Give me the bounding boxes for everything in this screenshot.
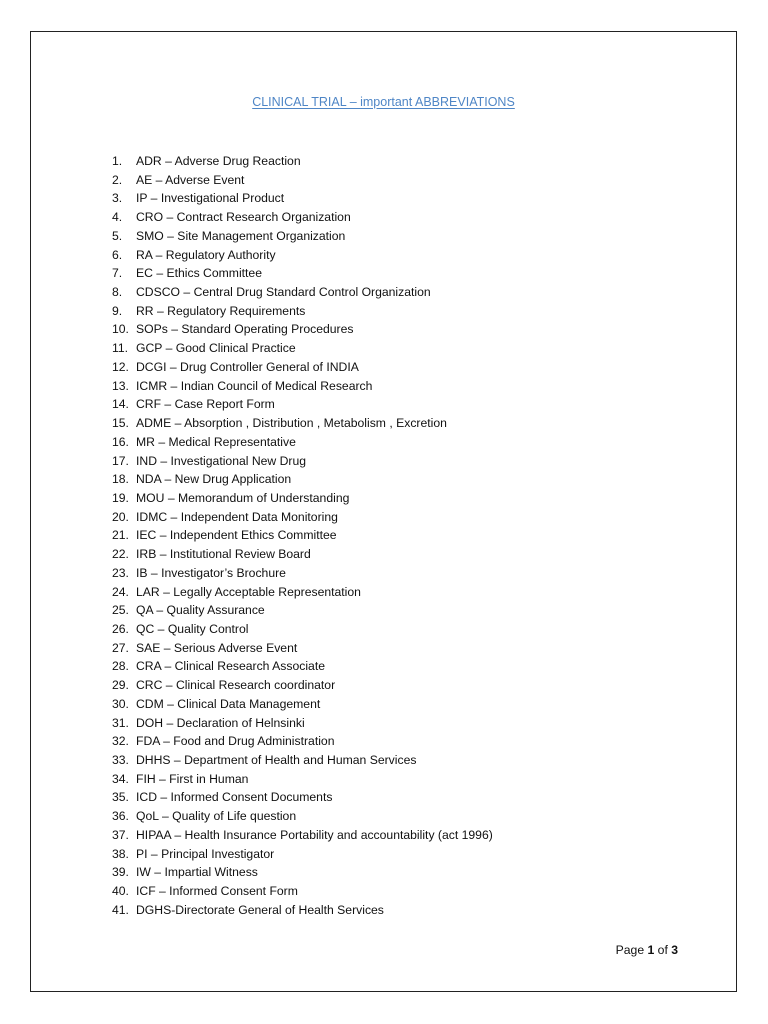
list-item-number: 31.	[112, 715, 129, 730]
list-item-number: 12.	[112, 359, 129, 374]
list-item-text: FIH – First in Human	[136, 771, 249, 786]
list-item-text: CRC – Clinical Research coordinator	[136, 678, 336, 693]
list-item	[112, 732, 493, 751]
list-item-text: SMO – Site Management Organization	[136, 228, 346, 243]
list-item-text: PI – Principal Investigator	[136, 846, 275, 861]
list-item-number: 10.	[112, 322, 129, 337]
list-item	[112, 657, 493, 676]
list-item-number: 16.	[112, 434, 129, 449]
list-item	[112, 339, 493, 358]
list-item	[112, 152, 493, 171]
list-item-number: 39.	[112, 865, 129, 880]
list-item-text: EC – Ethics Committee	[136, 266, 262, 281]
list-item-text: HIPAA – Health Insurance Portability and accountability (act 1996)	[136, 827, 493, 842]
list-item	[112, 246, 493, 265]
list-item	[112, 508, 493, 527]
list-item	[112, 620, 493, 639]
list-item-text: CDM – Clinical Data Management	[136, 696, 321, 711]
list-item	[112, 770, 493, 789]
list-item-number: 3.	[112, 191, 123, 206]
list-item	[112, 208, 493, 227]
list-item-text: ICF – Informed Consent Form	[136, 884, 298, 899]
list-item-number: 1.	[112, 154, 123, 168]
list-item-number: 17.	[112, 453, 129, 468]
list-item-text: IB – Investigator’s Brochure	[136, 565, 286, 580]
list-item-number: 11.	[112, 341, 129, 356]
list-item	[112, 433, 493, 452]
list-item	[112, 171, 493, 190]
list-item	[112, 601, 493, 620]
list-item-number: 5.	[112, 228, 123, 243]
list-item	[112, 395, 493, 414]
list-item-text: DHHS – Department of Health and Human Services	[136, 753, 417, 767]
list-item-text: IEC – Independent Ethics Committee	[136, 528, 337, 543]
list-item-text: DOH – Declaration of Helnsinki	[136, 715, 305, 730]
list-item	[112, 807, 493, 826]
list-item	[112, 358, 493, 377]
list-item-number: 37.	[112, 827, 129, 842]
list-item-number: 14.	[112, 397, 129, 412]
list-item	[112, 639, 493, 658]
list-item-number: 6.	[112, 247, 123, 262]
list-item-number: 30.	[112, 696, 129, 711]
list-item-text: IDMC – Independent Data Monitoring	[136, 509, 338, 524]
list-item	[112, 788, 493, 807]
list-item-number: 23.	[112, 565, 129, 580]
of-label: of	[654, 943, 672, 957]
list-item-text: CRA – Clinical Research Associate	[136, 659, 325, 674]
list-item	[112, 302, 493, 321]
list-item	[112, 189, 493, 208]
list-item-text: ICMR – Indian Council of Medical Research	[136, 378, 373, 393]
list-item-text: DCGI – Drug Controller General of INDIA	[136, 359, 359, 374]
list-item	[112, 564, 493, 583]
list-item-number: 8.	[112, 285, 123, 300]
list-item	[112, 901, 493, 920]
list-item-number: 32.	[112, 734, 129, 749]
list-item	[112, 863, 493, 882]
list-item-number: 28.	[112, 659, 129, 674]
page-label: Page	[615, 943, 648, 957]
list-item	[112, 826, 493, 845]
list-item-text: IW – Impartial Witness	[136, 865, 258, 880]
list-item	[112, 414, 493, 433]
list-item-number: 18.	[112, 472, 129, 487]
list-item-text: QA – Quality Assurance	[136, 603, 265, 618]
list-item-number: 38.	[112, 846, 129, 861]
list-item-text: CRO – Contract Research Organization	[136, 210, 351, 225]
list-item-number: 22.	[112, 547, 129, 562]
list-item-text: LAR – Legally Acceptable Representation	[136, 584, 361, 599]
list-item-text: GCP – Good Clinical Practice	[136, 341, 296, 356]
list-item-number: 26.	[112, 621, 129, 636]
list-item	[112, 227, 493, 246]
list-item-text: RR – Regulatory Requirements	[136, 303, 306, 318]
list-item	[112, 377, 493, 396]
list-item-text: NDA – New Drug Application	[136, 472, 292, 487]
list-item	[112, 264, 493, 283]
list-item	[112, 882, 493, 901]
total-pages-number: 3	[671, 943, 678, 957]
list-item-number: 7.	[112, 266, 123, 281]
list-item-text: DGHS-Directorate General of Health Services	[136, 902, 384, 917]
list-item-number: 36.	[112, 809, 129, 824]
list-item-number: 33.	[112, 753, 129, 767]
list-item-text: RA – Regulatory Authority	[136, 247, 276, 262]
list-item-number: 2.	[112, 172, 123, 187]
list-item-text: AE – Adverse Event	[136, 172, 245, 187]
list-item	[112, 714, 493, 733]
list-item-text: IP – Investigational Product	[136, 191, 285, 206]
list-item	[112, 676, 493, 695]
list-item-number: 13.	[112, 378, 129, 393]
document-page	[30, 31, 737, 992]
list-item-text: CRF – Case Report Form	[136, 397, 275, 412]
list-item-text: QC – Quality Control	[136, 621, 249, 636]
list-item-number: 19.	[112, 490, 129, 505]
current-page-number: 1	[647, 943, 655, 957]
list-item-number: 9.	[112, 303, 123, 318]
list-item-number: 15.	[112, 416, 129, 431]
abbreviation-list	[112, 152, 493, 919]
list-item	[112, 695, 493, 714]
list-item	[112, 470, 493, 489]
list-item-text: SOPs – Standard Operating Procedures	[136, 322, 354, 337]
list-item-text: IND – Investigational New Drug	[136, 453, 307, 468]
list-item-text: ADR – Adverse Drug Reaction	[136, 154, 301, 168]
list-item-text: ICD – Informed Consent Documents	[136, 790, 333, 805]
list-item-number: 41.	[112, 902, 129, 917]
list-item-text: SAE – Serious Adverse Event	[136, 640, 298, 655]
list-item	[112, 583, 493, 602]
list-item	[112, 283, 493, 302]
list-item-text: QoL – Quality of Life question	[136, 809, 297, 824]
list-item-text: FDA – Food and Drug Administration	[136, 734, 335, 749]
list-item-text: IRB – Institutional Review Board	[136, 547, 311, 562]
list-item-text: CDSCO – Central Drug Standard Control Organization	[136, 285, 431, 300]
list-item-text: MOU – Memorandum of Understanding	[136, 490, 350, 505]
list-item-number: 20.	[112, 509, 129, 524]
list-item	[112, 452, 493, 471]
list-item-number: 40.	[112, 884, 129, 899]
list-item-number: 29.	[112, 678, 129, 693]
list-item-text: ADME – Absorption , Distribution , Metabolism , Excretion	[136, 416, 447, 431]
list-item	[112, 751, 493, 770]
list-item-number: 24.	[112, 584, 129, 599]
list-item	[112, 545, 493, 564]
list-item	[112, 320, 493, 339]
list-item-number: 21.	[112, 528, 129, 543]
list-item-number: 25.	[112, 603, 129, 618]
list-item	[112, 489, 493, 508]
list-item-number: 35.	[112, 790, 129, 805]
page-footer	[616, 943, 678, 957]
page-title: CLINICAL TRIAL – important ABBREVIATIONS	[252, 95, 515, 109]
list-item-text: MR – Medical Representative	[136, 434, 296, 449]
list-item-number: 4.	[112, 210, 123, 225]
list-item	[112, 845, 493, 864]
list-item-number: 34.	[112, 771, 129, 786]
list-item-number: 27.	[112, 640, 129, 655]
list-item	[112, 526, 493, 545]
